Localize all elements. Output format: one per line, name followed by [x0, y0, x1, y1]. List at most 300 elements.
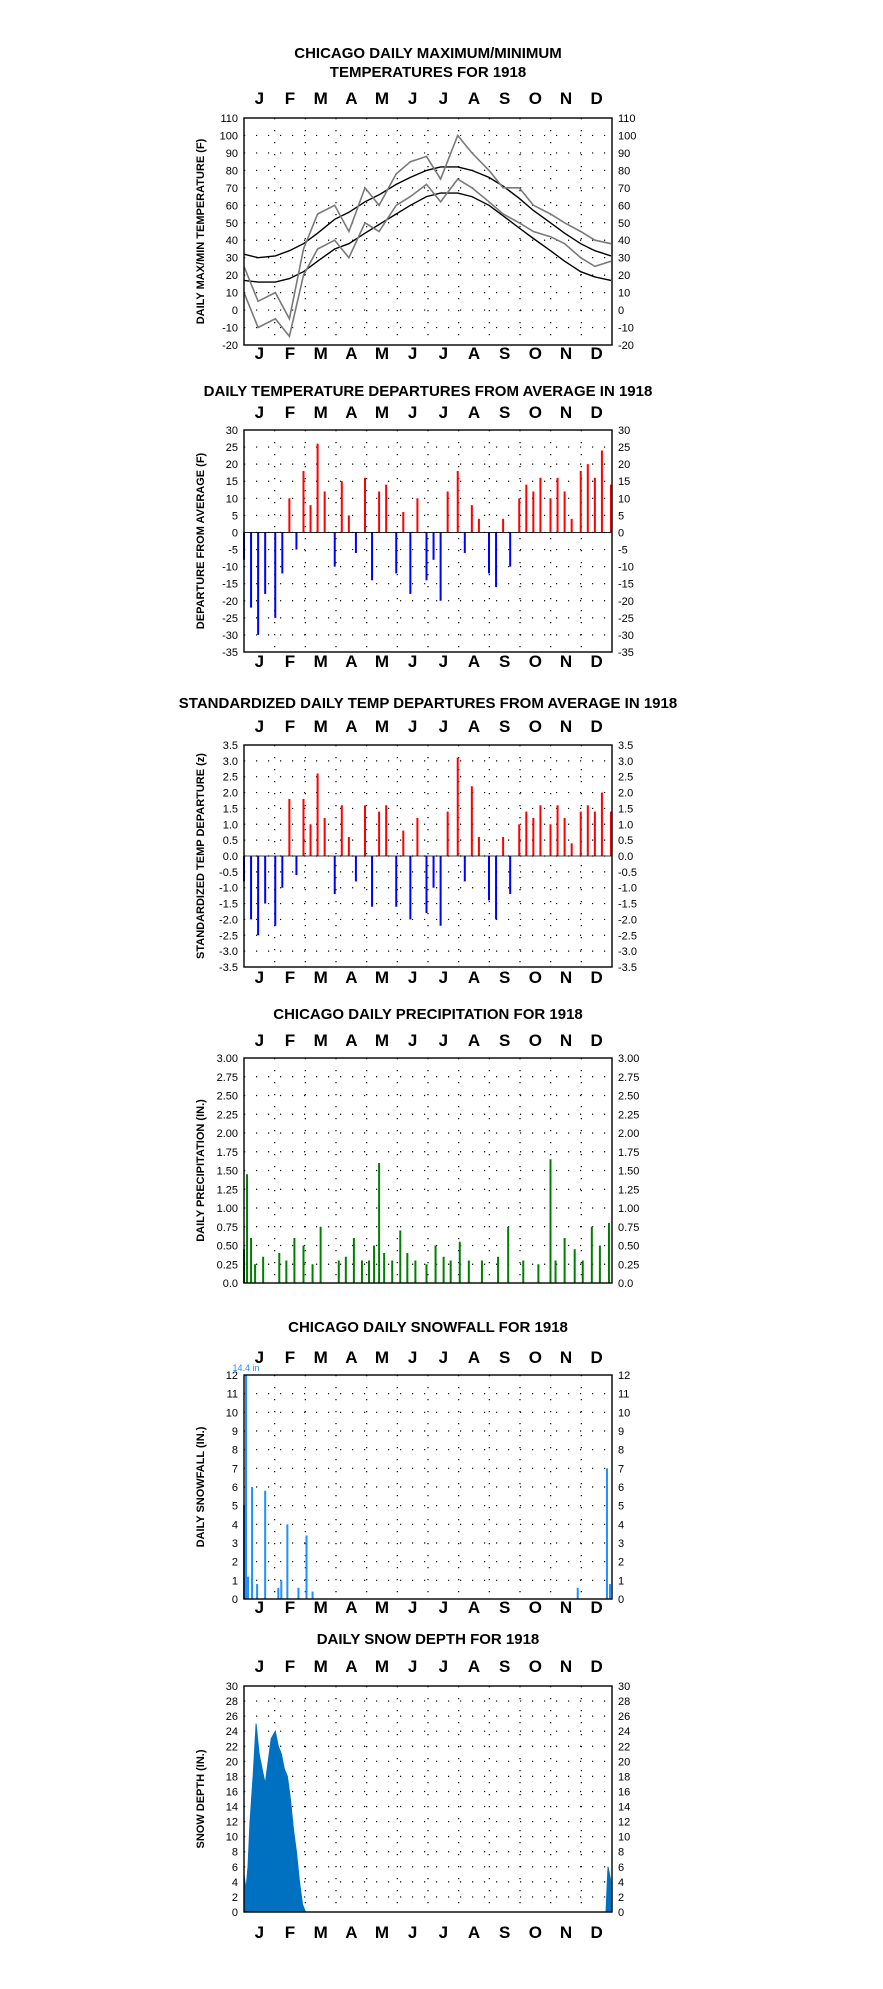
month-label: A — [467, 89, 481, 108]
y-tick-label: 80 — [225, 165, 238, 178]
y-tick-label: -15 — [222, 578, 238, 591]
y-tick-label: 12 — [618, 1816, 631, 1829]
month-label: S — [498, 1657, 511, 1676]
y-tick-label: -20 — [618, 340, 634, 352]
month-label: J — [254, 1598, 265, 1617]
y-tick-label: 20 — [618, 459, 631, 472]
y-tick-label: 5 — [231, 510, 238, 523]
y-tick-label: 1 — [231, 1575, 238, 1588]
y-tick-label: 3.0 — [618, 755, 634, 768]
month-label: D — [590, 344, 603, 363]
y-axis-label: DAILY PRECIPITATION (IN.) — [195, 1099, 207, 1242]
y-tick-label: 12 — [225, 1370, 238, 1382]
y-tick-label: -2.5 — [219, 930, 238, 943]
month-label: J — [438, 344, 449, 363]
y-tick-label: 25 — [618, 442, 631, 455]
y-tick-label: 6 — [618, 1861, 625, 1874]
chart-title: CHICAGO DAILY MAXIMUM/MINIMUM — [294, 45, 562, 62]
y-tick-label: -35 — [618, 647, 634, 659]
month-label: N — [559, 717, 573, 736]
y-tick-label: 50 — [225, 217, 238, 230]
y-tick-label: 2.0 — [222, 787, 238, 800]
y-tick-label: 1.50 — [618, 1165, 640, 1178]
y-tick-label: 6 — [231, 1482, 238, 1494]
y-tick-label: 3.0 — [222, 755, 238, 768]
y-tick-label: 30 — [618, 425, 631, 437]
y-tick-label: 20 — [225, 459, 238, 472]
y-tick-label: 0 — [618, 1594, 625, 1606]
month-label: S — [498, 344, 511, 363]
y-tick-label: 0 — [231, 527, 238, 540]
month-label: J — [254, 652, 265, 671]
month-label: N — [559, 1598, 573, 1617]
month-label: O — [528, 1598, 542, 1617]
y-tick-label: 3.5 — [222, 740, 238, 752]
y-tick-label: -20 — [618, 595, 634, 608]
y-tick-label: 2.00 — [216, 1128, 238, 1140]
y-tick-label: 1.00 — [618, 1203, 640, 1215]
chart-panel-2 — [195, 383, 652, 671]
month-label: F — [284, 1598, 296, 1617]
y-tick-label: 2.5 — [222, 771, 238, 784]
y-tick-label: 24 — [618, 1726, 631, 1739]
y-tick-label: -3.5 — [219, 962, 238, 974]
month-label: M — [313, 1031, 328, 1050]
y-tick-label: 2.75 — [618, 1071, 640, 1084]
month-label: F — [284, 1348, 296, 1367]
y-tick-label: 26 — [225, 1711, 238, 1724]
y-tick-label: 3 — [618, 1538, 625, 1550]
chart-panel-6 — [195, 1631, 630, 1942]
month-label: J — [407, 1598, 418, 1617]
y-tick-label: 2.50 — [216, 1090, 238, 1103]
y-tick-label: 0 — [231, 305, 238, 318]
y-tick-label: 40 — [225, 235, 238, 248]
y-tick-label: 20 — [618, 270, 631, 283]
month-label: O — [528, 89, 542, 108]
month-label: J — [438, 89, 449, 108]
y-tick-label: 1.50 — [216, 1165, 238, 1178]
month-label: M — [374, 403, 390, 422]
y-tick-label: 2 — [618, 1891, 625, 1904]
y-tick-label: 10 — [618, 287, 631, 300]
month-label: F — [284, 652, 296, 671]
month-label: S — [498, 652, 511, 671]
y-tick-label: 0 — [231, 1907, 238, 1919]
y-tick-label: 2.25 — [216, 1109, 238, 1122]
month-label: A — [467, 968, 481, 987]
month-label: M — [313, 89, 328, 108]
y-tick-label: 8 — [231, 1444, 238, 1457]
month-label: M — [374, 1657, 390, 1676]
month-label: A — [467, 1031, 481, 1050]
y-tick-label: 1.5 — [222, 803, 238, 816]
month-label: N — [559, 1031, 573, 1050]
month-label: J — [254, 1657, 265, 1676]
y-tick-label: 3.00 — [216, 1053, 238, 1065]
y-tick-label: 0 — [618, 305, 625, 318]
chart-panel-3 — [179, 695, 677, 987]
month-label: D — [590, 717, 603, 736]
y-tick-label: 18 — [225, 1771, 238, 1784]
y-tick-label: 0.75 — [618, 1221, 640, 1234]
month-label: A — [467, 1348, 481, 1367]
y-tick-label: 110 — [618, 113, 636, 125]
month-label: J — [407, 652, 418, 671]
month-label: O — [528, 968, 542, 987]
month-label: N — [559, 652, 573, 671]
y-tick-label: 70 — [225, 182, 238, 195]
y-axis-label: DAILY SNOWFALL (IN.) — [195, 1426, 207, 1548]
chart-panel-1 — [195, 45, 636, 363]
month-label: F — [284, 89, 296, 108]
month-label: O — [528, 717, 542, 736]
y-tick-label: -25 — [618, 612, 634, 625]
y-tick-label: 2.00 — [618, 1128, 640, 1140]
month-label: M — [313, 1923, 328, 1942]
y-tick-label: 9 — [618, 1426, 625, 1438]
y-axis-label: STANDARDIZED TEMP DEPARTURE (z) — [195, 753, 207, 959]
snow-depth-area — [244, 1724, 611, 1912]
y-axis-label: DEPARTURE FROM AVERAGE (F) — [195, 452, 207, 630]
y-tick-label: 5 — [618, 1500, 625, 1513]
month-label: N — [559, 1348, 573, 1367]
month-label: J — [407, 1923, 418, 1942]
y-tick-label: -25 — [222, 612, 238, 625]
y-tick-label: 11 — [226, 1388, 238, 1401]
month-label: J — [254, 1923, 265, 1942]
y-tick-label: 12 — [618, 1370, 631, 1382]
y-tick-label: 3 — [231, 1538, 238, 1550]
y-tick-label: 5 — [231, 1500, 238, 1513]
y-tick-label: 22 — [618, 1741, 631, 1754]
month-label: M — [313, 968, 328, 987]
y-tick-label: 80 — [618, 165, 631, 178]
month-label: J — [407, 1348, 418, 1367]
month-label: D — [590, 968, 603, 987]
month-label: A — [467, 1657, 481, 1676]
month-label: M — [313, 717, 328, 736]
y-tick-label: 1.0 — [618, 819, 634, 832]
y-tick-label: 2.25 — [618, 1109, 640, 1122]
y-tick-label: 0 — [618, 1907, 625, 1919]
y-tick-label: 90 — [618, 147, 631, 160]
y-tick-label: -2.0 — [219, 914, 238, 927]
y-tick-label: 2.75 — [216, 1071, 238, 1084]
month-label: M — [313, 344, 328, 363]
y-tick-label: 0.50 — [618, 1240, 640, 1253]
y-tick-label: 0.0 — [222, 1278, 238, 1290]
y-tick-label: 110 — [220, 113, 238, 125]
y-tick-label: 11 — [618, 1388, 630, 1401]
month-label: M — [374, 1598, 390, 1617]
y-tick-label: 4 — [231, 1519, 238, 1532]
month-label: A — [345, 403, 358, 422]
month-label: J — [407, 717, 418, 736]
y-tick-label: 4 — [618, 1519, 625, 1532]
y-tick-label: 2 — [618, 1556, 625, 1569]
y-tick-label: 1.75 — [618, 1146, 640, 1159]
y-tick-label: 22 — [225, 1741, 238, 1754]
month-label: O — [528, 344, 542, 363]
chart-title: STANDARDIZED DAILY TEMP DEPARTURES FROM AVERAGE IN 1918 — [178, 695, 678, 712]
y-tick-label: -1.5 — [219, 898, 238, 911]
y-tick-label: 6 — [618, 1482, 625, 1494]
y-tick-label: 0.5 — [222, 835, 238, 848]
y-tick-label: 30 — [225, 252, 238, 265]
month-label: F — [284, 717, 296, 736]
y-tick-label: 20 — [225, 270, 238, 283]
month-label: A — [345, 1348, 358, 1367]
month-label: A — [345, 1598, 358, 1617]
month-label: A — [345, 1657, 358, 1676]
y-tick-label: 2.50 — [618, 1090, 640, 1103]
month-label: A — [467, 403, 481, 422]
month-label: S — [498, 968, 511, 987]
month-label: J — [254, 89, 265, 108]
y-tick-label: 2 — [231, 1556, 238, 1569]
month-label: O — [528, 1923, 542, 1942]
y-tick-label: 0.0 — [618, 1278, 634, 1290]
month-label: F — [284, 1031, 296, 1050]
y-tick-label: 0.75 — [216, 1221, 238, 1234]
month-label: J — [438, 1923, 449, 1942]
y-tick-label: 15 — [618, 476, 631, 489]
y-tick-label: 100 — [618, 130, 637, 143]
y-tick-label: 28 — [618, 1696, 631, 1709]
y-tick-label: 6 — [231, 1861, 238, 1874]
y-tick-label: -20 — [222, 340, 238, 352]
month-label: M — [374, 717, 390, 736]
month-label: D — [590, 652, 603, 671]
month-label: M — [313, 403, 328, 422]
y-tick-label: 10 — [225, 287, 238, 300]
chart-panel-4 — [195, 1006, 639, 1290]
y-tick-label: 1.75 — [216, 1146, 238, 1159]
y-tick-label: 0 — [618, 527, 625, 540]
y-tick-label: -5 — [618, 544, 628, 557]
month-label: S — [498, 1348, 511, 1367]
month-label: S — [498, 89, 511, 108]
y-tick-label: -3.0 — [219, 946, 238, 959]
month-label: M — [374, 1923, 390, 1942]
month-label: M — [374, 1348, 390, 1367]
month-label: M — [313, 652, 328, 671]
y-tick-label: 16 — [225, 1786, 238, 1799]
month-label: A — [467, 717, 481, 736]
month-label: N — [559, 344, 573, 363]
month-label: S — [498, 1923, 511, 1942]
month-label: D — [590, 1348, 603, 1367]
temperature-series-line — [244, 167, 611, 258]
chart-title: TEMPERATURES FOR 1918 — [329, 64, 527, 81]
month-label: J — [254, 717, 265, 736]
month-label: A — [345, 89, 358, 108]
month-label: A — [467, 652, 481, 671]
month-label: D — [590, 1923, 603, 1942]
y-tick-label: -10 — [618, 561, 634, 574]
y-tick-label: 16 — [618, 1786, 631, 1799]
month-label: M — [313, 1598, 328, 1617]
month-label: D — [590, 1598, 603, 1617]
month-label: J — [438, 403, 449, 422]
chart-title: CHICAGO DAILY PRECIPITATION FOR 1918 — [273, 1006, 583, 1023]
month-label: J — [438, 968, 449, 987]
y-tick-label: -1.5 — [618, 898, 637, 911]
month-label: J — [438, 717, 449, 736]
month-label: N — [559, 89, 573, 108]
y-axis-label: DAILY MAX/MIN TEMPERATURE (F) — [195, 138, 207, 325]
y-tick-label: 10 — [225, 1407, 238, 1420]
month-label: D — [590, 1657, 603, 1676]
month-label: N — [559, 403, 573, 422]
y-tick-label: 26 — [618, 1711, 631, 1724]
y-tick-label: -10 — [222, 561, 238, 574]
y-tick-label: 40 — [618, 235, 631, 248]
y-tick-label: 7 — [231, 1463, 238, 1476]
y-tick-label: 1.5 — [618, 803, 634, 816]
month-label: F — [284, 968, 296, 987]
month-label: A — [345, 344, 358, 363]
month-label: J — [254, 1031, 265, 1050]
y-tick-label: 60 — [225, 200, 238, 213]
y-tick-label: 4 — [231, 1876, 238, 1889]
y-tick-label: 10 — [225, 493, 238, 506]
y-tick-label: -30 — [222, 629, 238, 642]
y-tick-label: -0.5 — [219, 866, 238, 879]
y-tick-label: -3.0 — [618, 946, 637, 959]
month-label: J — [254, 403, 265, 422]
month-label: M — [374, 344, 390, 363]
month-label: A — [345, 968, 358, 987]
y-tick-label: 9 — [231, 1426, 238, 1438]
month-label: M — [374, 652, 390, 671]
month-label: A — [467, 1923, 481, 1942]
y-tick-label: -15 — [618, 578, 634, 591]
y-tick-label: 30 — [225, 1681, 238, 1693]
month-label: S — [498, 403, 511, 422]
month-label: J — [407, 1657, 418, 1676]
y-tick-label: -1.0 — [219, 882, 238, 895]
month-label: D — [590, 1031, 603, 1050]
month-label: J — [407, 89, 418, 108]
y-tick-label: -2.5 — [618, 930, 637, 943]
month-label: A — [345, 1031, 358, 1050]
y-tick-label: 0.50 — [216, 1240, 238, 1253]
y-tick-label: 1.25 — [618, 1184, 640, 1197]
y-tick-label: 60 — [618, 200, 631, 213]
y-tick-label: 25 — [225, 442, 238, 455]
y-tick-label: 70 — [618, 182, 631, 195]
month-label: F — [284, 403, 296, 422]
y-tick-label: 8 — [231, 1846, 238, 1859]
y-tick-label: 1.00 — [216, 1203, 238, 1215]
y-tick-label: 12 — [225, 1816, 238, 1829]
chart-title: CHICAGO DAILY SNOWFALL FOR 1918 — [288, 1319, 568, 1336]
month-label: A — [345, 1923, 358, 1942]
y-tick-label: -5 — [228, 544, 238, 557]
y-tick-label: -1.0 — [618, 882, 637, 895]
y-tick-label: -10 — [222, 322, 238, 335]
y-tick-label: -10 — [618, 322, 634, 335]
month-label: M — [313, 1657, 328, 1676]
month-label: J — [407, 344, 418, 363]
chart-title: DAILY SNOW DEPTH FOR 1918 — [316, 1631, 540, 1648]
month-label: J — [438, 1598, 449, 1617]
month-label: O — [528, 1031, 542, 1050]
y-tick-label: 10 — [225, 1831, 238, 1844]
month-label: M — [313, 1348, 328, 1367]
month-label: J — [254, 968, 265, 987]
month-label: A — [345, 652, 358, 671]
y-axis-label: SNOW DEPTH (IN.) — [195, 1749, 207, 1849]
y-tick-label: 2.0 — [618, 787, 634, 800]
y-tick-label: 2.5 — [618, 771, 634, 784]
y-tick-label: 1 — [618, 1575, 625, 1588]
y-tick-label: 8 — [618, 1444, 625, 1457]
month-label: O — [528, 652, 542, 671]
y-tick-label: -30 — [618, 629, 634, 642]
month-label: N — [559, 1657, 573, 1676]
y-tick-label: 10 — [618, 1407, 631, 1420]
y-tick-label: 14 — [618, 1801, 631, 1814]
y-tick-label: 7 — [618, 1463, 625, 1476]
snowfall-annotation: 14.4 in — [232, 1363, 260, 1373]
month-label: S — [498, 717, 511, 736]
y-tick-label: 10 — [618, 1831, 631, 1844]
month-label: M — [374, 968, 390, 987]
y-tick-label: 2 — [231, 1891, 238, 1904]
y-tick-label: -2.0 — [618, 914, 637, 927]
month-label: A — [467, 1598, 481, 1617]
month-label: J — [407, 968, 418, 987]
y-tick-label: -20 — [222, 595, 238, 608]
month-label: O — [528, 1657, 542, 1676]
y-tick-label: 1.0 — [222, 819, 238, 832]
month-label: S — [498, 1031, 511, 1050]
y-tick-label: 30 — [618, 1681, 631, 1693]
month-label: D — [590, 89, 603, 108]
month-label: J — [438, 1348, 449, 1367]
month-label: N — [559, 1923, 573, 1942]
y-tick-label: -0.5 — [618, 866, 637, 879]
y-tick-label: 0 — [231, 1594, 238, 1606]
month-label: J — [438, 1031, 449, 1050]
y-tick-label: 50 — [618, 217, 631, 230]
month-label: M — [374, 89, 390, 108]
month-label: J — [254, 1348, 265, 1367]
chart-panel-5 — [195, 1319, 630, 1617]
y-tick-label: -3.5 — [618, 962, 637, 974]
plot-frame — [244, 430, 612, 652]
month-label: O — [528, 1348, 542, 1367]
y-tick-label: 30 — [618, 252, 631, 265]
y-tick-label: 28 — [225, 1696, 238, 1709]
month-label: F — [284, 1923, 296, 1942]
y-tick-label: 0.0 — [222, 851, 238, 863]
chart-title: DAILY TEMPERATURE DEPARTURES FROM AVERAGE IN 1918 — [203, 383, 653, 400]
y-tick-label: 3.00 — [618, 1053, 640, 1065]
month-label: F — [284, 1657, 296, 1676]
y-tick-label: 1.25 — [216, 1184, 238, 1197]
y-tick-label: 4 — [618, 1876, 625, 1889]
month-label: J — [254, 344, 265, 363]
y-tick-label: -35 — [222, 647, 238, 659]
y-tick-label: 0.25 — [216, 1259, 238, 1272]
y-tick-label: 3.5 — [618, 740, 634, 752]
month-label: J — [407, 1031, 418, 1050]
month-label: S — [498, 1598, 511, 1617]
